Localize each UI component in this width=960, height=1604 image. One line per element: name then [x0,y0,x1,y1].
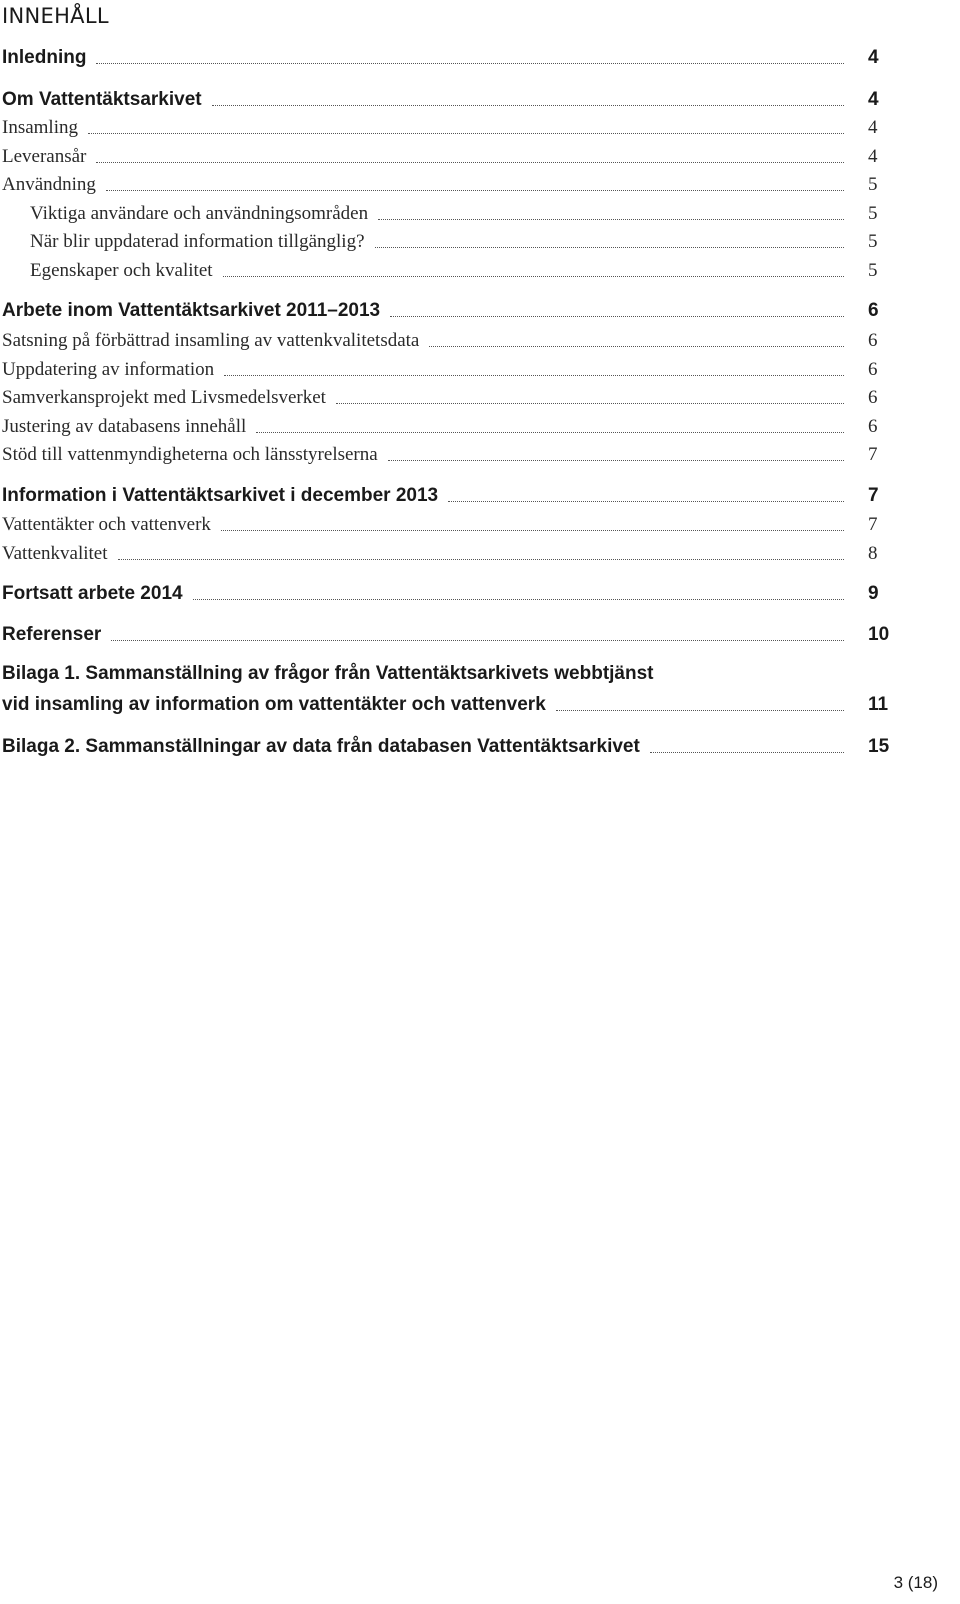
toc-entry-page: 6 [868,387,878,408]
toc-entry-vattentakter-och-vattenverk[interactable] [0,511,900,539]
toc-entry-satsning[interactable] [0,327,900,355]
toc-entry-label: Fortsatt arbete 2014 [2,582,191,606]
toc-entry-arbete-inom[interactable] [0,297,900,325]
toc-leader-dots [256,431,844,433]
toc-entry-page: 7 [868,485,879,506]
toc-entry-page: 4 [868,89,879,110]
toc-entry-page: 10 [868,624,890,645]
toc-entry-page: 5 [868,260,878,281]
toc-entry-label: Referenser [2,623,109,647]
toc-entry-label: Vattentäkter och vattenverk [2,513,219,537]
toc-entry-samverkansprojekt[interactable] [0,384,900,412]
toc-entry-inledning[interactable] [0,44,900,72]
toc-entry-label: Viktiga användare och användningsområden [30,202,376,226]
toc-entry-page: 6 [868,300,879,321]
toc-entry-label: Vattenkvalitet [2,542,116,566]
toc-entry-label: Samverkansprojekt med Livsmedelsverket [2,386,334,410]
toc-leader-dots [106,189,844,191]
toc-leader-dots [111,639,844,641]
toc-leader-dots [88,132,844,134]
toc-entry-stod[interactable] [0,441,900,469]
toc-leader-dots [429,345,844,347]
toc-entry-referenser[interactable] [0,621,900,649]
toc-entry-anvandning[interactable] [0,171,900,199]
toc-entry-bilaga-2[interactable] [0,733,900,761]
toc-entry-leveransar[interactable] [0,143,900,171]
toc-entry-label: Stöd till vattenmyndigheterna och länsstyrelserna [2,443,386,467]
toc-entry-page: 9 [868,583,879,604]
toc-leader-dots [224,374,844,376]
toc-entry-page: 6 [868,416,878,437]
toc-entry-label: Satsning på förbättrad insamling av vattenkvalitetsdata [2,329,427,353]
toc-entry-information-december[interactable] [0,482,900,510]
toc-leader-dots [212,104,844,106]
toc-leader-dots [118,558,844,560]
page-title: INNEHÅLL [2,4,109,28]
toc-entry-label: Justering av databasens innehåll [2,415,254,439]
toc-entry-page: 5 [868,203,878,224]
toc-entry-label: Arbete inom Vattentäktsarkivet 2011–2013 [2,299,388,323]
toc-entry-label: vid insamling av information om vattentäkter och vattenverk [2,693,554,717]
toc-leader-dots [388,459,844,461]
toc-leader-dots [375,246,844,248]
toc-entry-uppdatering[interactable] [0,356,900,384]
toc-leader-dots [221,529,844,531]
toc-entry-page: 8 [868,543,878,564]
toc-entry-page: 4 [868,146,878,167]
toc-entry-label: Information i Vattentäktsarkivet i december 2013 [2,484,446,508]
toc-entry-page: 5 [868,231,878,252]
toc-leader-dots [96,62,844,64]
toc-leader-dots [378,218,844,220]
toc-entry-justering[interactable] [0,413,900,441]
toc-entry-viktiga-anvandare[interactable] [0,200,900,228]
toc-entry-bilaga-1[interactable] [0,691,900,719]
toc-entry-page: 7 [868,514,878,535]
toc-entry-label: Leveransår [2,145,94,169]
toc-entry-om-vattentaktsarkivet[interactable] [0,86,900,114]
toc-entry-page: 15 [868,736,890,757]
toc-entry-nar-blir-uppdaterad[interactable] [0,228,900,256]
toc-entry-label: Inledning [2,46,94,70]
toc-entry-bilaga-1-first-line[interactable]: Bilaga 1. Sammanställning av frågor från Vattentäktsarkivets webbtjänst [2,663,654,684]
toc-entry-label: Om Vattentäktsarkivet [2,88,210,112]
toc-entry-label: Egenskaper och kvalitet [30,259,221,283]
toc-entry-page: 6 [868,359,878,380]
toc-entry-insamling[interactable] [0,114,900,142]
toc-entry-page: 6 [868,330,878,351]
toc-entry-page: 5 [868,174,878,195]
toc-leader-dots [193,598,844,600]
toc-entry-egenskaper-och-kvalitet[interactable] [0,257,900,285]
toc-entry-label: Bilaga 2. Sammanställningar av data från databasen Vattentäktsarkivet [2,735,648,759]
toc-entry-page: 4 [868,117,878,138]
toc-entry-label: Användning [2,173,104,197]
toc-leader-dots [223,275,844,277]
toc-entry-fortsatt-arbete[interactable] [0,580,900,608]
toc-entry-page: 4 [868,47,879,68]
toc-entry-vattenkvalitet[interactable] [0,540,900,568]
toc-leader-dots [336,402,844,404]
toc-entry-page: 7 [868,444,878,465]
toc-leader-dots [96,161,844,163]
toc-entry-label: Uppdatering av information [2,358,222,382]
toc-entry-label: När blir uppdaterad information tillgänglig? [30,230,373,254]
toc-leader-dots [390,315,844,317]
page-number: 3 (18) [893,1573,938,1592]
toc-entry-page: 11 [868,694,889,715]
toc-entry-label: Insamling [2,116,86,140]
toc-leader-dots [650,751,844,753]
toc-leader-dots [556,709,844,711]
toc-leader-dots [448,500,844,502]
